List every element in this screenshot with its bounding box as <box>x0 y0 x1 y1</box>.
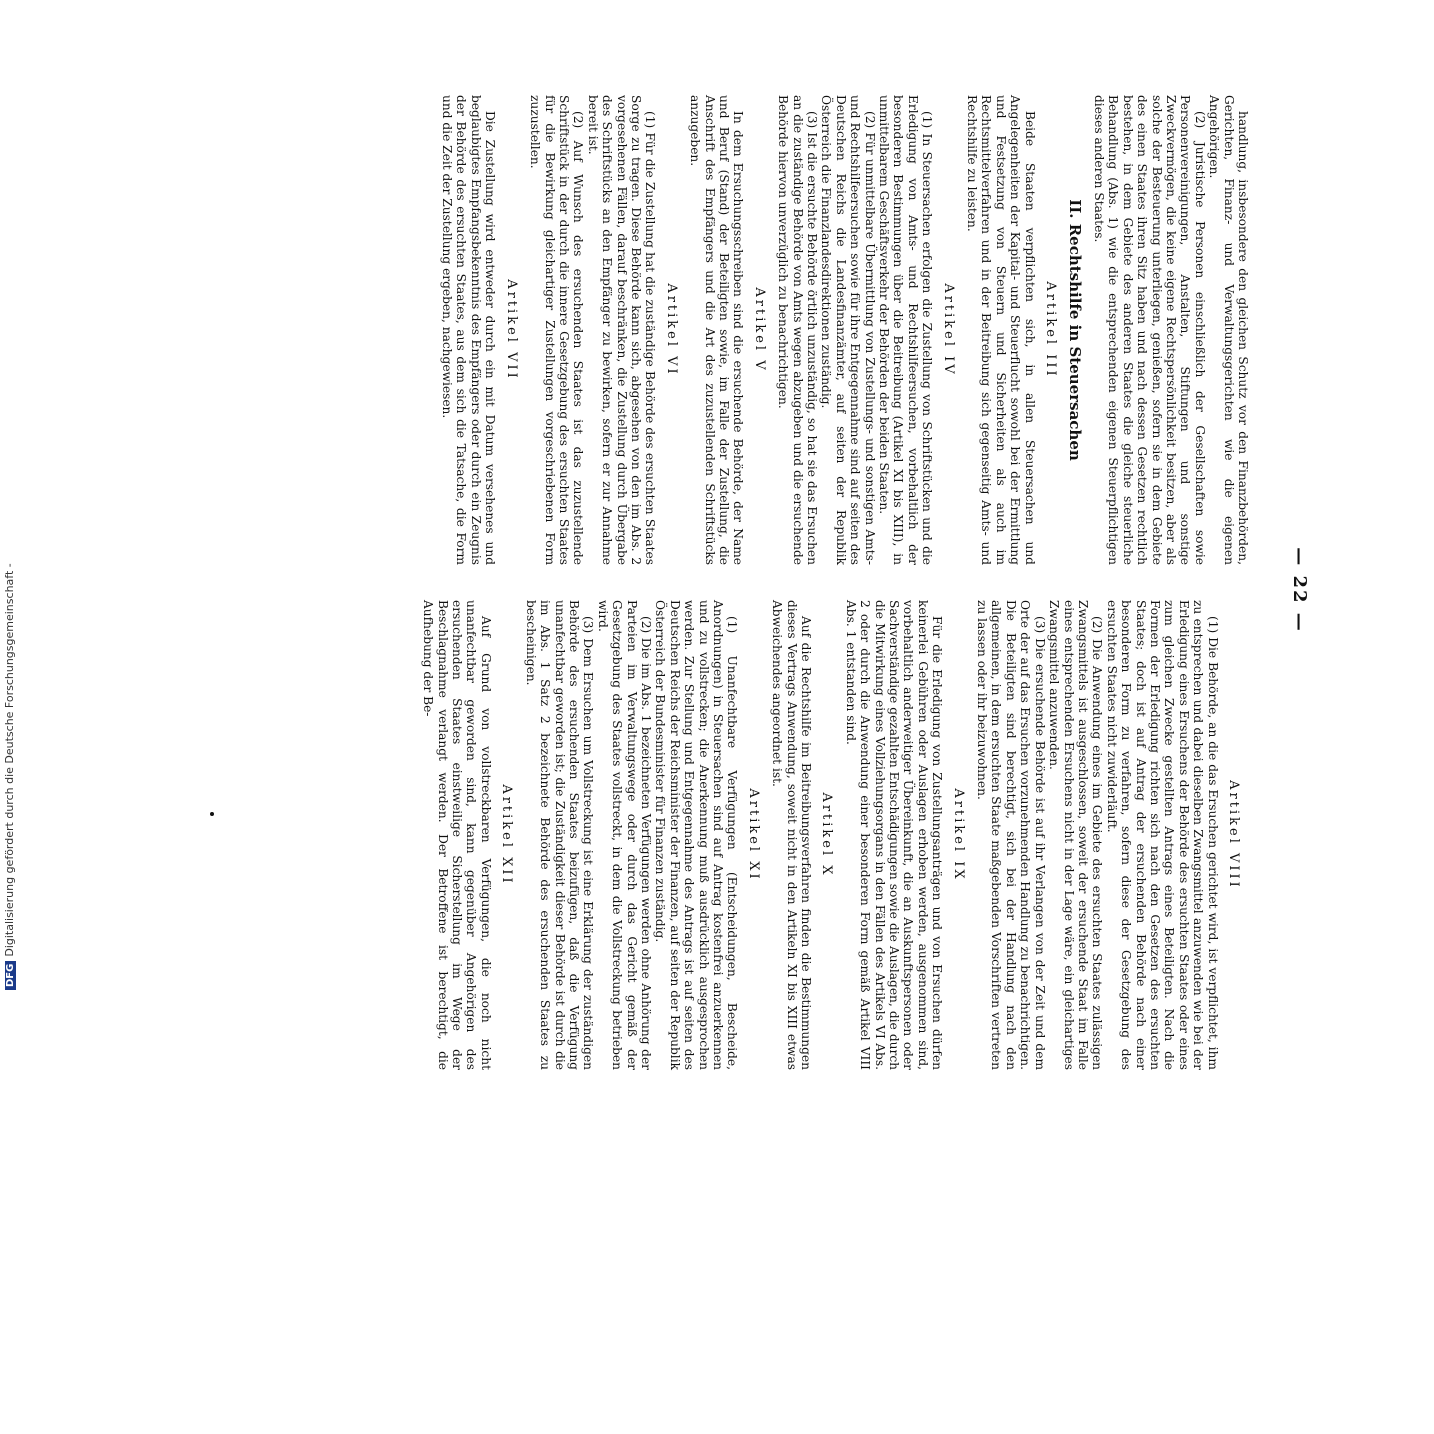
footer-text: Digitalisierung gefördert durch die Deutsche Forschungsgemeinschaft - <box>3 563 16 957</box>
paragraph: (1) Unanfechtbare Verfügungen (Entscheidungen, Bescheide, Anordnungen) in Steuersachen sind auf Antrag kostenfrei anzuerkennen und zu vollstrecken; die Anerkennung muß ausdrücklich ausgesprochen werden. Zur Stellung und Entgegennahme des Antrags ist auf seiten des Deutschen Reichs der Reichsminister der Finanzen, auf seiten der Republik Österreich der Bundesminister für Finanzen zuständig. <box>653 600 740 1070</box>
paragraph: Für die Erledigung von Zustellungsanträgen und von Ersuchen dürfen keinerlei Gebühren oder Auslagen erhoben werden, ausgenommen sind, vorbehaltlich anderweitiger Übereinkunft, die an Auskunftspersonen oder Sachverständige gezahlten Entschädigungen sowie die Auslagen, die durch die Mitwirkung eines Vollziehungsorgans in den Fällen des Artikels VI Abs. 2 oder durch die Anwendung einer besonderen Form gemäß Artikel VIII Abs. 1 entstanden sind. <box>843 600 945 1070</box>
rotated-document <box>120 95 1310 1085</box>
digitization-footer <box>3 10 17 990</box>
dfg-logo: DFG <box>5 961 16 990</box>
article-heading: Artikel XII <box>499 784 515 886</box>
paragraph: (1) In Steuersachen erfolgen die Zustellung von Schriftstücken und die Erledigung von Amts- und Rechtshilfeersuchen, vorbehaltlich der besonderen Bestimmungen über die Beitreibung (Artikel XI bis XIII), in unmittelbarem Geschäftsverkehr der Behörden der beiden Staaten. <box>877 95 935 565</box>
section-heading: II. Rechtshilfe in Steuersachen <box>1065 199 1084 461</box>
article-heading: Artikel XI <box>745 788 761 882</box>
article-heading: Artikel X <box>819 792 835 878</box>
article-heading: Artikel III <box>1043 281 1059 379</box>
page-number: — 22 — <box>1289 547 1310 633</box>
paragraph: (2) Auf Wunsch des ersuchenden Staates ist das zuzustellende Schriftstück in der durch die innere Gesetzgebung des ersuchten Staates für die Bewirkung gleichartiger Zustellungen vorgeschriebenen Form zuzustellen. <box>528 95 586 565</box>
paragraph: Auf Grund von vollstreckbaren Verfügungen, die noch nicht unanfechtbar geworden sind, kann gegenüber Angehörigen des ersuchenden Staates einstweilige Sicherstellung im Wege der Beschlagnahme verlangt werden. Der Betroffene ist berechtigt, die Aufhebung der Be- <box>421 600 493 1070</box>
paragraph: (2) Die im Abs. 1 bezeichneten Verfügungen werden ohne Anhörung der Parteien im Verwaltungswege oder durch das Gericht gemäß der Gesetzgebung des Staates vollstreckt, in dem die Vollstreckung betrieben wird. <box>595 600 653 1070</box>
paragraph: (2) Die Anwendung eines im Gebiete des ersuchten Staates zulässigen Zwangsmittels ist ausgeschlossen, soweit der ersuchende Staat im Falle eines entsprechenden Ersuchens nicht in der Lage wäre, ein gleichartiges Zwangsmittel anzuwenden. <box>1047 600 1105 1070</box>
paragraph: (2) Juristische Personen einschließlich der Gesellschaften sowie Personenvereinigungen, Anstalten, Stiftungen und sonstige Zweckvermögen, die keine eigene Rechtspersönlichkeit besitzen, aber als solche der Besteuerung unterliegen, genießen, sofern sie in dem Gebiete des einen Staates ihren Sitz haben und nach dessen Gesetzen rechtlich bestehen, in dem Gebiete des anderen Staates die gleiche steuerliche Behandlung (Abs. 1) wie die entsprechenden eigenen Steuerpflichtigen dieses anderen Staates. <box>1091 95 1207 565</box>
article-heading: Artikel V <box>751 287 767 373</box>
paragraph: In dem Ersuchungsschreiben sind die ersuchende Behörde, der Name und Beruf (Stand) der Beteiligten sowie, im Falle der Zustellung, die Anschrift des Empfängers und die Art des zuzustellenden Schriftstücks anzugeben. <box>688 95 746 565</box>
paragraph: (3) Die ersuchende Behörde ist auf ihr Verlangen von der Zeit und dem Orte der auf das Ersuchen vorzunehmenden Handlung zu benachrichtigen. Die Beteiligten sind berechtigt, sich bei der Handlung nach den allgemeinen, in dem ersuchten Staate maßgebenden Vorschriften vertreten zu lassen oder ihr beizuwohnen. <box>975 600 1047 1070</box>
article-heading: Artikel IV <box>940 283 956 377</box>
paragraph: (1) Die Behörde, an die das Ersuchen gerichtet wird, ist verpflichtet, ihm zu entsprechen und dabei dieselben Zwangsmittel anzuwenden wie bei der Erledigung eines Ersuchens der Behörde des ersuchten Staates oder eines zum gleichen Zwecke gestellten Antrags eines Beteiligten. Nach die Formen der Erledigung richten sich nach den Gesetzen des ersuchten Staates; doch ist auf Antrag der ersuchenden Behörde nach einer besonderen Form zu verfahren, sofern diese der Gesetzgebung des ersuchten Staates nicht zuwiderläuft. <box>1104 600 1220 1070</box>
paragraph: Die Zustellung wird entweder durch ein mit Datum versehenes und beglaubigtes Empfangsbekenntnis des Empfängers oder durch ein Zeugnis der Behörde des ersuchten Staates, aus dem sich die Tatsache, die Form und die Zeit der Zustellung ergeben, nachgewiesen. <box>440 95 498 565</box>
article-heading: Artikel IX <box>950 788 966 882</box>
left-column <box>440 95 1250 565</box>
paragraph: Beide Staaten verpflichten sich, in allen Steuersachen und Angelegenheiten der Kapital- und Steuerflucht sowohl bei der Ermittlung und Festsetzung von Steuern und Sicherheiten als auch im Rechtsmittelverfahren und in der Beitreibung sich gegenseitig Amts- und Rechtshilfe zu leisten. <box>965 95 1037 565</box>
paragraph: (3) Ist die ersuchte Behörde örtlich unzuständig, so hat sie das Ersuchen an die zuständige Behörde von Amts wegen abzugeben und die ersuchende Behörde hiervon unverzüglich zu benachrichtigen. <box>776 95 820 565</box>
article-heading: Artikel VII <box>503 279 519 381</box>
article-heading: Artikel VI <box>663 283 679 377</box>
paragraph: handlung, insbesondere den gleichen Schutz vor den Finanzbehörden, Gerichten, Finanz- und Verwaltungsgerichten wie die eigenen Angehörigen. <box>1207 95 1250 565</box>
paragraph: Auf die Rechtshilfe im Beitreibungsverfahren finden die Bestimmungen dieses Vertrags Anwendung, soweit nicht in den Artikeln XI bis XIII etwas Abweichendes angeordnet ist. <box>770 600 814 1070</box>
article-heading: Artikel VIII <box>1226 780 1241 890</box>
paragraph: (3) Dem Ersuchen um Vollstreckung ist eine Erklärung der zuständigen Behörde des ersuchenden Staates beizufügen, daß die Verfügung unanfechtbar geworden ist; die Zuständigkeit dieser Behörde ist durch die im Abs. 1 Satz 2 bezeichnete Behörde des ersuchenden Staates zu bescheinigen. <box>523 600 596 1070</box>
paragraph: (1) Für die Zustellung hat die zuständige Behörde des ersuchten Staates Sorge zu tragen. Diese Behörde kann sich, abgesehen von den im Abs. 2 vorgesehenen Fällen, darauf beschränken, die Zustellung durch Übergabe des Schriftstücks an den Empfänger zu bewirken, sofern er zur Annahme bereit ist. <box>585 95 658 565</box>
ink-dot <box>210 812 214 816</box>
paragraph: (2) Für unmittelbare Übermittlung von Zustellungs- und sonstigen Amts- und Rechtshilfeersuchen sowie für ihre Entgegennahme sind auf seiten des Deutschen Reichs die Landesfinanzämter, auf seiten der Republik Österreich die Finanzlandesdirektionen zuständig. <box>819 95 877 565</box>
